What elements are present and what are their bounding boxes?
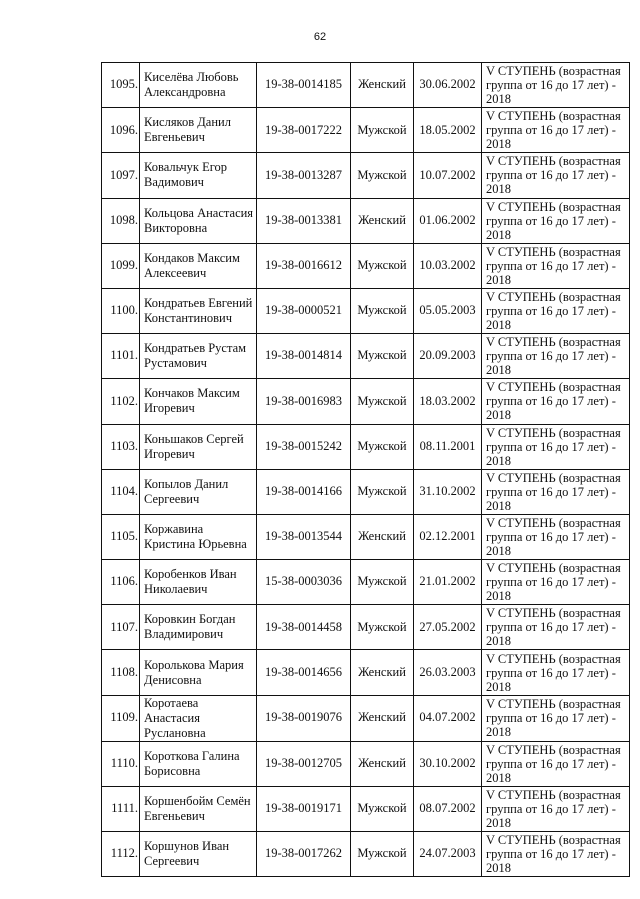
gender: Мужской	[351, 379, 414, 424]
badge-level: V СТУПЕНЬ (возрастная группа от 16 до 17 лет) - 2018	[482, 108, 630, 153]
gender: Женский	[351, 695, 414, 741]
badge-level: V СТУПЕНЬ (возрастная группа от 16 до 17 лет) - 2018	[482, 695, 630, 741]
gender: Мужской	[351, 108, 414, 153]
person-name: Коржавина Кристина Юрьевна	[140, 514, 257, 559]
row-number: 1101.	[102, 334, 140, 379]
birth-date: 01.06.2002	[414, 198, 482, 243]
person-name: Копылов Данил Сергеевич	[140, 469, 257, 514]
gender: Женский	[351, 514, 414, 559]
badge-level: V СТУПЕНЬ (возрастная группа от 16 до 17 лет) - 2018	[482, 153, 630, 198]
birth-date: 21.01.2002	[414, 560, 482, 605]
badge-level: V СТУПЕНЬ (возрастная группа от 16 до 17 лет) - 2018	[482, 243, 630, 288]
row-number: 1100.	[102, 288, 140, 333]
badge-level: V СТУПЕНЬ (возрастная группа от 16 до 17 лет) - 2018	[482, 786, 630, 831]
row-number: 1098.	[102, 198, 140, 243]
table-row	[102, 334, 630, 379]
person-name: Кондратьев Рустам Рустамович	[140, 334, 257, 379]
birth-date: 30.10.2002	[414, 741, 482, 786]
gender: Мужской	[351, 786, 414, 831]
row-number: 1103.	[102, 424, 140, 469]
birth-date: 02.12.2001	[414, 514, 482, 559]
birth-date: 18.05.2002	[414, 108, 482, 153]
row-number: 1104.	[102, 469, 140, 514]
uin-code: 19-38-0019171	[257, 786, 351, 831]
badge-level: V СТУПЕНЬ (возрастная группа от 16 до 17 лет) - 2018	[482, 832, 630, 877]
uin-code: 19-38-0013287	[257, 153, 351, 198]
table-row	[102, 288, 630, 333]
person-name: Коршунов Иван Сергеевич	[140, 832, 257, 877]
badge-level: V СТУПЕНЬ (возрастная группа от 16 до 17 лет) - 2018	[482, 514, 630, 559]
uin-code: 19-38-0019076	[257, 695, 351, 741]
person-name: Короткова Галина Борисовна	[140, 741, 257, 786]
row-number: 1108.	[102, 650, 140, 695]
badge-level: V СТУПЕНЬ (возрастная группа от 16 до 17 лет) - 2018	[482, 379, 630, 424]
row-number: 1110.	[102, 741, 140, 786]
table-row	[102, 424, 630, 469]
row-number: 1112.	[102, 832, 140, 877]
person-name: Кольцова Анастасия Викторовна	[140, 198, 257, 243]
birth-date: 27.05.2002	[414, 605, 482, 650]
uin-code: 19-38-0016983	[257, 379, 351, 424]
birth-date: 30.06.2002	[414, 63, 482, 108]
person-name: Коротаева Анастасия Руслановна	[140, 695, 257, 741]
person-name: Киселёва Любовь Александровна	[140, 63, 257, 108]
uin-code: 19-38-0014656	[257, 650, 351, 695]
uin-code: 19-38-0014166	[257, 469, 351, 514]
person-name: Кондаков Максим Алексеевич	[140, 243, 257, 288]
uin-code: 19-38-0014458	[257, 605, 351, 650]
uin-code: 15-38-0003036	[257, 560, 351, 605]
table-row	[102, 63, 630, 108]
row-number: 1109.	[102, 695, 140, 741]
registry-table-body	[102, 63, 630, 877]
table-row	[102, 832, 630, 877]
row-number: 1096.	[102, 108, 140, 153]
badge-level: V СТУПЕНЬ (возрастная группа от 16 до 17 лет) - 2018	[482, 334, 630, 379]
row-number: 1097.	[102, 153, 140, 198]
uin-code: 19-38-0000521	[257, 288, 351, 333]
badge-level: V СТУПЕНЬ (возрастная группа от 16 до 17 лет) - 2018	[482, 469, 630, 514]
badge-level: V СТУПЕНЬ (возрастная группа от 16 до 17 лет) - 2018	[482, 288, 630, 333]
table-row	[102, 243, 630, 288]
uin-code: 19-38-0016612	[257, 243, 351, 288]
table-row	[102, 379, 630, 424]
table-row	[102, 695, 630, 741]
badge-level: V СТУПЕНЬ (возрастная группа от 16 до 17 лет) - 2018	[482, 198, 630, 243]
row-number: 1105.	[102, 514, 140, 559]
birth-date: 24.07.2003	[414, 832, 482, 877]
row-number: 1099.	[102, 243, 140, 288]
badge-level: V СТУПЕНЬ (возрастная группа от 16 до 17 лет) - 2018	[482, 63, 630, 108]
badge-level: V СТУПЕНЬ (возрастная группа от 16 до 17 лет) - 2018	[482, 650, 630, 695]
birth-date: 08.07.2002	[414, 786, 482, 831]
uin-code: 19-38-0014185	[257, 63, 351, 108]
page-number: 62	[313, 31, 327, 43]
gender: Мужской	[351, 560, 414, 605]
badge-level: V СТУПЕНЬ (возрастная группа от 16 до 17 лет) - 2018	[482, 424, 630, 469]
person-name: Коршенбойм Семён Евгеньевич	[140, 786, 257, 831]
registry-table	[101, 62, 630, 877]
gender: Женский	[351, 650, 414, 695]
person-name: Кисляков Данил Евгеньевич	[140, 108, 257, 153]
table-row	[102, 560, 630, 605]
birth-date: 10.03.2002	[414, 243, 482, 288]
uin-code: 19-38-0014814	[257, 334, 351, 379]
birth-date: 04.07.2002	[414, 695, 482, 741]
gender: Мужской	[351, 153, 414, 198]
uin-code: 19-38-0017222	[257, 108, 351, 153]
birth-date: 20.09.2003	[414, 334, 482, 379]
table-row	[102, 605, 630, 650]
person-name: Кондратьев Евгений Константинович	[140, 288, 257, 333]
gender: Мужской	[351, 469, 414, 514]
gender: Мужской	[351, 243, 414, 288]
table-row	[102, 469, 630, 514]
person-name: Ковальчук Егор Вадимович	[140, 153, 257, 198]
row-number: 1111.	[102, 786, 140, 831]
table-row	[102, 741, 630, 786]
table-row	[102, 198, 630, 243]
table-row	[102, 153, 630, 198]
table-row	[102, 786, 630, 831]
person-name: Коробенков Иван Николаевич	[140, 560, 257, 605]
gender: Женский	[351, 741, 414, 786]
person-name: Коровкин Богдан Владимирович	[140, 605, 257, 650]
gender: Мужской	[351, 832, 414, 877]
gender: Женский	[351, 63, 414, 108]
badge-level: V СТУПЕНЬ (возрастная группа от 16 до 17 лет) - 2018	[482, 605, 630, 650]
gender: Мужской	[351, 424, 414, 469]
birth-date: 05.05.2003	[414, 288, 482, 333]
row-number: 1107.	[102, 605, 140, 650]
gender: Мужской	[351, 334, 414, 379]
row-number: 1102.	[102, 379, 140, 424]
table-row	[102, 514, 630, 559]
gender: Женский	[351, 198, 414, 243]
uin-code: 19-38-0013544	[257, 514, 351, 559]
table-row	[102, 650, 630, 695]
uin-code: 19-38-0017262	[257, 832, 351, 877]
person-name: Кончаков Максим Игоревич	[140, 379, 257, 424]
uin-code: 19-38-0012705	[257, 741, 351, 786]
uin-code: 19-38-0013381	[257, 198, 351, 243]
uin-code: 19-38-0015242	[257, 424, 351, 469]
birth-date: 08.11.2001	[414, 424, 482, 469]
birth-date: 10.07.2002	[414, 153, 482, 198]
badge-level: V СТУПЕНЬ (возрастная группа от 16 до 17 лет) - 2018	[482, 741, 630, 786]
person-name: Королькова Мария Денисовна	[140, 650, 257, 695]
birth-date: 31.10.2002	[414, 469, 482, 514]
gender: Мужской	[351, 605, 414, 650]
birth-date: 26.03.2003	[414, 650, 482, 695]
row-number: 1106.	[102, 560, 140, 605]
row-number: 1095.	[102, 63, 140, 108]
person-name: Коньшаков Сергей Игоревич	[140, 424, 257, 469]
badge-level: V СТУПЕНЬ (возрастная группа от 16 до 17 лет) - 2018	[482, 560, 630, 605]
table-row	[102, 108, 630, 153]
gender: Мужской	[351, 288, 414, 333]
birth-date: 18.03.2002	[414, 379, 482, 424]
